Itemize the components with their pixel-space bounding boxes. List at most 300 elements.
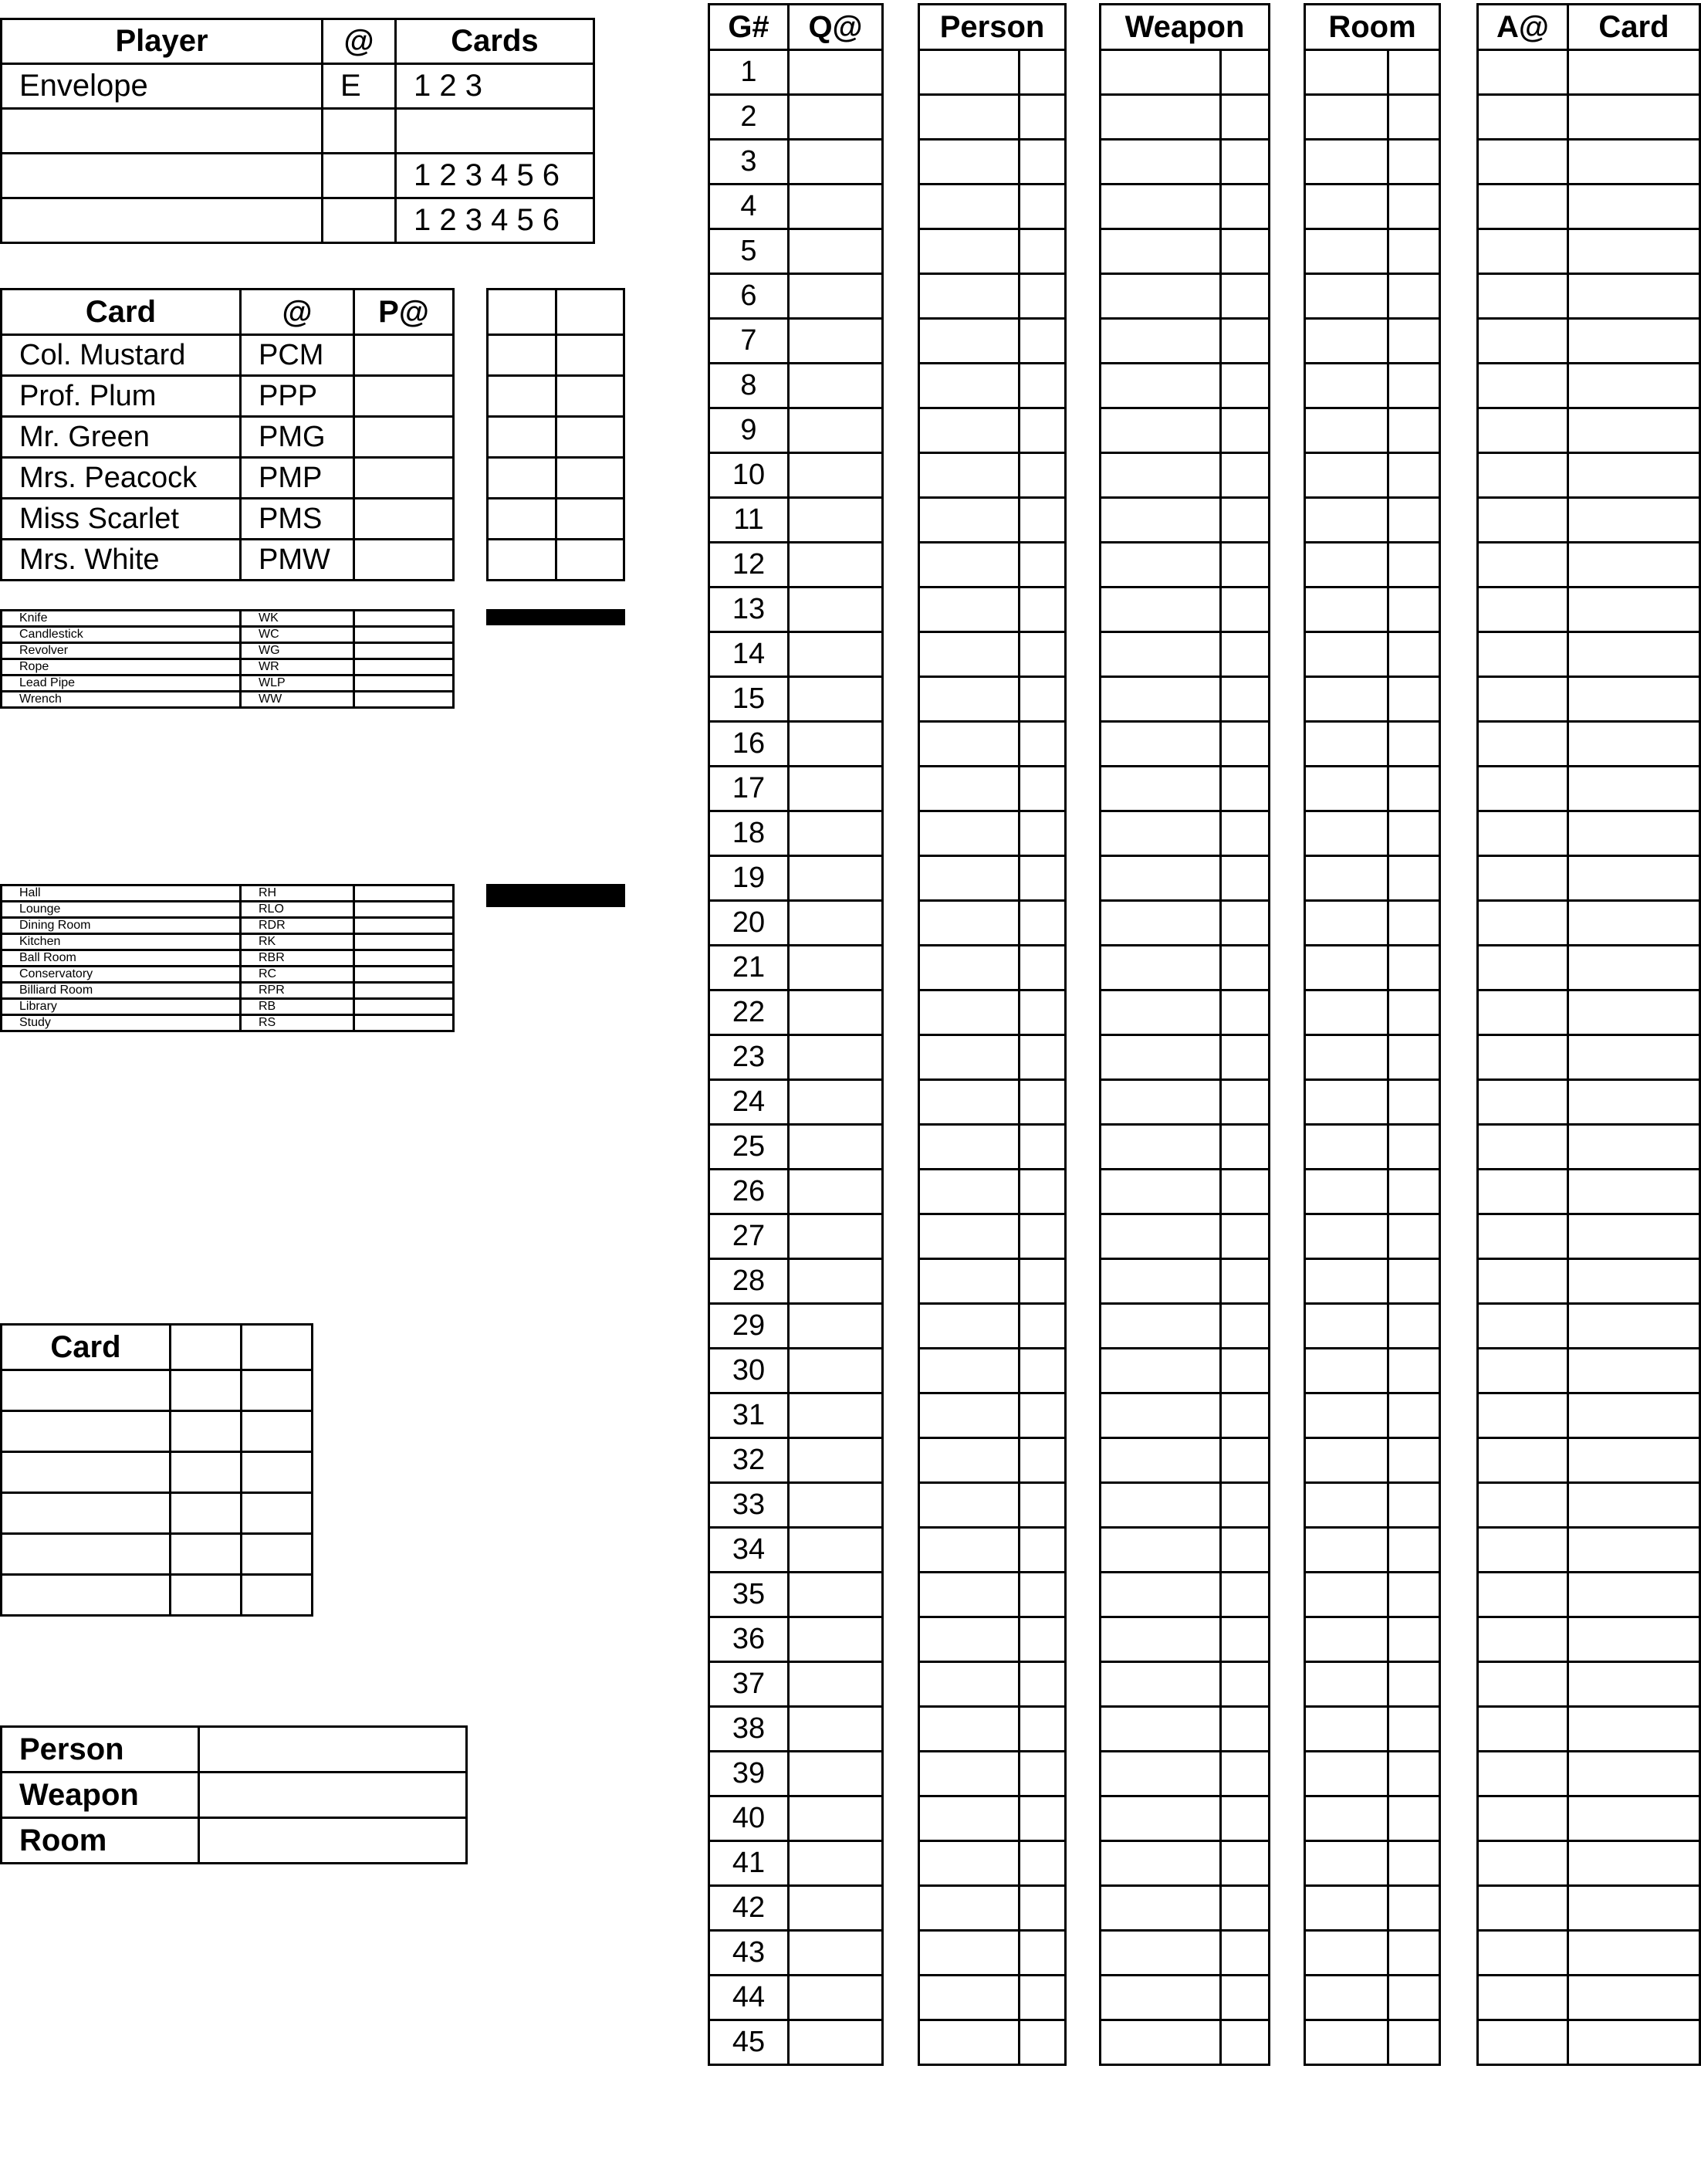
person-mark-cell[interactable] [1020,1393,1066,1438]
room-guess-cell[interactable] [1305,1841,1388,1886]
answerer-cell[interactable] [1478,364,1568,408]
player-at-cell[interactable] [323,109,396,154]
weapon-mark-cell[interactable] [1221,856,1270,901]
answer-card-cell[interactable] [1568,364,1700,408]
room-mark-cell[interactable] [1388,140,1440,185]
weapon-guess-cell[interactable] [1101,185,1221,229]
weapon-mark-cell[interactable] [1221,632,1270,677]
weapon-guess-cell[interactable] [1101,319,1221,364]
weapon-mark-cell[interactable] [1221,2020,1270,2065]
player-cards-cell[interactable]: 1 2 3 [396,64,594,109]
questioner-cell[interactable] [789,1349,883,1393]
questioner-cell[interactable] [789,1080,883,1125]
weapon-guess-cell[interactable] [1101,946,1221,990]
person-guess-cell[interactable] [919,1976,1020,2020]
player-name-cell[interactable] [2,109,323,154]
answerer-cell[interactable] [1478,1976,1568,2020]
room-guess-cell[interactable] [1305,1170,1388,1214]
person-guess-cell[interactable] [919,274,1020,319]
questioner-cell[interactable] [789,1304,883,1349]
weapon-mark-cell[interactable] [1221,1976,1270,2020]
answer-value-weapon[interactable] [199,1773,467,1818]
person-guess-cell[interactable] [919,1170,1020,1214]
card-holder-cell[interactable] [354,611,454,627]
weapon-guess-cell[interactable] [1101,1259,1221,1304]
person-mark-cell[interactable] [1020,1707,1066,1752]
room-mark-cell[interactable] [1388,632,1440,677]
room-mark-cell[interactable] [1388,1349,1440,1393]
room-guess-cell[interactable] [1305,1886,1388,1931]
answerer-cell[interactable] [1478,1170,1568,1214]
weapon-guess-cell[interactable] [1101,1125,1221,1170]
questioner-cell[interactable] [789,498,883,543]
weapon-mark-cell[interactable] [1221,1662,1270,1707]
extra-card-cell[interactable] [2,1411,171,1452]
weapon-guess-cell[interactable] [1101,811,1221,856]
person-guess-cell[interactable] [919,767,1020,811]
person-mark-cell[interactable] [1020,990,1066,1035]
weapon-mark-cell[interactable] [1221,453,1270,498]
weapon-mark-cell[interactable] [1221,767,1270,811]
answerer-cell[interactable] [1478,408,1568,453]
person-guess-cell[interactable] [919,1483,1020,1528]
room-mark-cell[interactable] [1388,587,1440,632]
person-guess-cell[interactable] [919,453,1020,498]
weapon-guess-cell[interactable] [1101,1976,1221,2020]
person-mark-cell[interactable] [1020,229,1066,274]
mark-cell[interactable] [556,904,624,906]
answer-card-cell[interactable] [1568,1931,1700,1976]
weapon-guess-cell[interactable] [1101,95,1221,140]
person-guess-cell[interactable] [919,1841,1020,1886]
weapon-guess-cell[interactable] [1101,1393,1221,1438]
mark-cell[interactable] [556,622,624,625]
extra-mark-cell[interactable] [171,1452,242,1493]
weapon-mark-cell[interactable] [1221,1617,1270,1662]
answer-card-cell[interactable] [1568,229,1700,274]
answer-card-cell[interactable] [1568,2020,1700,2065]
room-mark-cell[interactable] [1388,1752,1440,1796]
answerer-cell[interactable] [1478,185,1568,229]
person-mark-cell[interactable] [1020,1886,1066,1931]
weapon-guess-cell[interactable] [1101,543,1221,587]
room-mark-cell[interactable] [1388,319,1440,364]
extra-mark-cell[interactable] [242,1575,313,1616]
room-mark-cell[interactable] [1388,1707,1440,1752]
answerer-cell[interactable] [1478,1752,1568,1796]
room-guess-cell[interactable] [1305,1080,1388,1125]
person-guess-cell[interactable] [919,1259,1020,1304]
weapon-mark-cell[interactable] [1221,1304,1270,1349]
weapon-guess-cell[interactable] [1101,1796,1221,1841]
answerer-cell[interactable] [1478,453,1568,498]
answer-card-cell[interactable] [1568,498,1700,543]
answerer-cell[interactable] [1478,1125,1568,1170]
person-mark-cell[interactable] [1020,901,1066,946]
weapon-mark-cell[interactable] [1221,1483,1270,1528]
answerer-cell[interactable] [1478,95,1568,140]
card-holder-cell[interactable] [354,417,454,458]
room-guess-cell[interactable] [1305,1259,1388,1304]
card-holder-cell[interactable] [354,659,454,676]
room-guess-cell[interactable] [1305,722,1388,767]
mark-cell[interactable] [488,417,556,458]
room-guess-cell[interactable] [1305,543,1388,587]
weapon-guess-cell[interactable] [1101,1170,1221,1214]
person-guess-cell[interactable] [919,856,1020,901]
weapon-mark-cell[interactable] [1221,1393,1270,1438]
weapon-mark-cell[interactable] [1221,498,1270,543]
person-mark-cell[interactable] [1020,95,1066,140]
weapon-guess-cell[interactable] [1101,677,1221,722]
player-at-cell[interactable] [323,198,396,243]
room-mark-cell[interactable] [1388,453,1440,498]
answerer-cell[interactable] [1478,1259,1568,1304]
person-guess-cell[interactable] [919,1304,1020,1349]
answer-card-cell[interactable] [1568,1573,1700,1617]
room-mark-cell[interactable] [1388,1125,1440,1170]
weapon-mark-cell[interactable] [1221,1886,1270,1931]
card-holder-cell[interactable] [354,335,454,376]
extra-mark-cell[interactable] [242,1534,313,1575]
room-guess-cell[interactable] [1305,1931,1388,1976]
answerer-cell[interactable] [1478,1707,1568,1752]
person-guess-cell[interactable] [919,1080,1020,1125]
answer-card-cell[interactable] [1568,632,1700,677]
questioner-cell[interactable] [789,1662,883,1707]
weapon-mark-cell[interactable] [1221,722,1270,767]
room-mark-cell[interactable] [1388,1483,1440,1528]
weapon-guess-cell[interactable] [1101,1886,1221,1931]
player-name-cell[interactable]: Envelope [2,64,323,109]
weapon-guess-cell[interactable] [1101,140,1221,185]
weapon-guess-cell[interactable] [1101,408,1221,453]
answerer-cell[interactable] [1478,722,1568,767]
answer-card-cell[interactable] [1568,1438,1700,1483]
card-holder-cell[interactable] [354,643,454,659]
questioner-cell[interactable] [789,811,883,856]
card-holder-cell[interactable] [354,627,454,643]
room-guess-cell[interactable] [1305,50,1388,95]
room-mark-cell[interactable] [1388,364,1440,408]
card-holder-cell[interactable] [354,902,454,918]
person-mark-cell[interactable] [1020,1976,1066,2020]
card-holder-cell[interactable] [354,967,454,983]
answer-card-cell[interactable] [1568,50,1700,95]
person-guess-cell[interactable] [919,408,1020,453]
questioner-cell[interactable] [789,1528,883,1573]
person-guess-cell[interactable] [919,1752,1020,1796]
answer-card-cell[interactable] [1568,453,1700,498]
mark-cell[interactable] [488,540,556,581]
room-mark-cell[interactable] [1388,1573,1440,1617]
mark-cell[interactable] [556,335,624,376]
mark-cell[interactable] [488,622,556,625]
answer-card-cell[interactable] [1568,1528,1700,1573]
answer-card-cell[interactable] [1568,856,1700,901]
weapon-guess-cell[interactable] [1101,1035,1221,1080]
answer-card-cell[interactable] [1568,140,1700,185]
weapon-guess-cell[interactable] [1101,722,1221,767]
card-holder-cell[interactable] [354,1015,454,1031]
questioner-cell[interactable] [789,408,883,453]
weapon-mark-cell[interactable] [1221,587,1270,632]
answer-card-cell[interactable] [1568,95,1700,140]
questioner-cell[interactable] [789,140,883,185]
questioner-cell[interactable] [789,1035,883,1080]
weapon-guess-cell[interactable] [1101,1438,1221,1483]
weapon-mark-cell[interactable] [1221,543,1270,587]
questioner-cell[interactable] [789,632,883,677]
person-guess-cell[interactable] [919,2020,1020,2065]
questioner-cell[interactable] [789,946,883,990]
weapon-mark-cell[interactable] [1221,1125,1270,1170]
person-guess-cell[interactable] [919,722,1020,767]
extra-mark-cell[interactable] [171,1534,242,1575]
answerer-cell[interactable] [1478,946,1568,990]
room-mark-cell[interactable] [1388,1438,1440,1483]
answerer-cell[interactable] [1478,1886,1568,1931]
mark-cell[interactable] [556,540,624,581]
card-holder-cell[interactable] [354,885,454,902]
weapon-mark-cell[interactable] [1221,50,1270,95]
room-guess-cell[interactable] [1305,1662,1388,1707]
weapon-guess-cell[interactable] [1101,632,1221,677]
questioner-cell[interactable] [789,453,883,498]
person-guess-cell[interactable] [919,1617,1020,1662]
card-holder-cell[interactable] [354,934,454,950]
answer-card-cell[interactable] [1568,1259,1700,1304]
extra-mark-cell[interactable] [242,1411,313,1452]
room-guess-cell[interactable] [1305,2020,1388,2065]
room-mark-cell[interactable] [1388,1662,1440,1707]
player-cards-cell[interactable]: 1 2 3 4 5 6 [396,198,594,243]
weapon-mark-cell[interactable] [1221,274,1270,319]
questioner-cell[interactable] [789,2020,883,2065]
weapon-mark-cell[interactable] [1221,677,1270,722]
room-guess-cell[interactable] [1305,185,1388,229]
answer-card-cell[interactable] [1568,1841,1700,1886]
person-mark-cell[interactable] [1020,1931,1066,1976]
questioner-cell[interactable] [789,1976,883,2020]
answer-card-cell[interactable] [1568,1035,1700,1080]
questioner-cell[interactable] [789,677,883,722]
person-guess-cell[interactable] [919,50,1020,95]
weapon-mark-cell[interactable] [1221,1931,1270,1976]
person-guess-cell[interactable] [919,1214,1020,1259]
weapon-mark-cell[interactable] [1221,1707,1270,1752]
person-mark-cell[interactable] [1020,1170,1066,1214]
weapon-guess-cell[interactable] [1101,901,1221,946]
questioner-cell[interactable] [789,95,883,140]
questioner-cell[interactable] [789,856,883,901]
answerer-cell[interactable] [1478,1304,1568,1349]
person-guess-cell[interactable] [919,1886,1020,1931]
person-mark-cell[interactable] [1020,1573,1066,1617]
answerer-cell[interactable] [1478,1931,1568,1976]
weapon-mark-cell[interactable] [1221,408,1270,453]
person-mark-cell[interactable] [1020,1438,1066,1483]
room-guess-cell[interactable] [1305,229,1388,274]
mark-cell[interactable] [488,335,556,376]
questioner-cell[interactable] [789,722,883,767]
answerer-cell[interactable] [1478,767,1568,811]
weapon-guess-cell[interactable] [1101,767,1221,811]
room-guess-cell[interactable] [1305,677,1388,722]
extra-mark-cell[interactable] [171,1575,242,1616]
room-guess-cell[interactable] [1305,364,1388,408]
person-guess-cell[interactable] [919,946,1020,990]
answerer-cell[interactable] [1478,498,1568,543]
answer-card-cell[interactable] [1568,1752,1700,1796]
weapon-mark-cell[interactable] [1221,1214,1270,1259]
person-mark-cell[interactable] [1020,140,1066,185]
mark-cell[interactable] [556,499,624,540]
room-mark-cell[interactable] [1388,990,1440,1035]
weapon-mark-cell[interactable] [1221,319,1270,364]
answer-card-cell[interactable] [1568,1080,1700,1125]
answer-card-cell[interactable] [1568,1170,1700,1214]
weapon-mark-cell[interactable] [1221,185,1270,229]
answerer-cell[interactable] [1478,1662,1568,1707]
room-guess-cell[interactable] [1305,767,1388,811]
person-guess-cell[interactable] [919,498,1020,543]
room-mark-cell[interactable] [1388,229,1440,274]
person-guess-cell[interactable] [919,229,1020,274]
weapon-mark-cell[interactable] [1221,1438,1270,1483]
answer-card-cell[interactable] [1568,1796,1700,1841]
weapon-guess-cell[interactable] [1101,364,1221,408]
questioner-cell[interactable] [789,1125,883,1170]
person-mark-cell[interactable] [1020,185,1066,229]
answer-card-cell[interactable] [1568,1349,1700,1393]
answer-card-cell[interactable] [1568,185,1700,229]
room-guess-cell[interactable] [1305,1349,1388,1393]
weapon-mark-cell[interactable] [1221,1259,1270,1304]
questioner-cell[interactable] [789,274,883,319]
answer-card-cell[interactable] [1568,1886,1700,1931]
weapon-guess-cell[interactable] [1101,229,1221,274]
extra-mark-cell[interactable] [242,1452,313,1493]
weapon-guess-cell[interactable] [1101,1214,1221,1259]
person-guess-cell[interactable] [919,140,1020,185]
answerer-cell[interactable] [1478,587,1568,632]
room-guess-cell[interactable] [1305,319,1388,364]
card-holder-cell[interactable] [354,999,454,1015]
answer-card-cell[interactable] [1568,677,1700,722]
answer-card-cell[interactable] [1568,408,1700,453]
answerer-cell[interactable] [1478,1573,1568,1617]
room-mark-cell[interactable] [1388,543,1440,587]
player-cards-cell[interactable]: 1 2 3 4 5 6 [396,154,594,198]
room-mark-cell[interactable] [1388,946,1440,990]
person-guess-cell[interactable] [919,95,1020,140]
room-mark-cell[interactable] [1388,1304,1440,1349]
weapon-mark-cell[interactable] [1221,1573,1270,1617]
room-mark-cell[interactable] [1388,1080,1440,1125]
questioner-cell[interactable] [789,50,883,95]
questioner-cell[interactable] [789,1170,883,1214]
answer-card-cell[interactable] [1568,543,1700,587]
questioner-cell[interactable] [789,1886,883,1931]
extra-card-cell[interactable] [2,1575,171,1616]
mark-cell[interactable] [488,458,556,499]
weapon-mark-cell[interactable] [1221,1796,1270,1841]
person-guess-cell[interactable] [919,185,1020,229]
room-mark-cell[interactable] [1388,274,1440,319]
person-guess-cell[interactable] [919,990,1020,1035]
weapon-mark-cell[interactable] [1221,95,1270,140]
room-guess-cell[interactable] [1305,1752,1388,1796]
person-mark-cell[interactable] [1020,453,1066,498]
weapon-guess-cell[interactable] [1101,274,1221,319]
answer-card-cell[interactable] [1568,1125,1700,1170]
person-guess-cell[interactable] [919,543,1020,587]
questioner-cell[interactable] [789,767,883,811]
extra-mark-cell[interactable] [171,1411,242,1452]
person-guess-cell[interactable] [919,1393,1020,1438]
extra-card-cell[interactable] [2,1452,171,1493]
person-guess-cell[interactable] [919,1662,1020,1707]
weapon-guess-cell[interactable] [1101,1841,1221,1886]
answer-value-person[interactable] [199,1727,467,1773]
answerer-cell[interactable] [1478,1080,1568,1125]
extra-card-cell[interactable] [2,1534,171,1575]
mark-cell[interactable] [488,376,556,417]
person-guess-cell[interactable] [919,901,1020,946]
person-guess-cell[interactable] [919,1573,1020,1617]
answer-card-cell[interactable] [1568,1976,1700,2020]
answer-card-cell[interactable] [1568,767,1700,811]
weapon-guess-cell[interactable] [1101,1483,1221,1528]
room-mark-cell[interactable] [1388,767,1440,811]
card-holder-cell[interactable] [354,676,454,692]
person-guess-cell[interactable] [919,1125,1020,1170]
answerer-cell[interactable] [1478,229,1568,274]
room-guess-cell[interactable] [1305,1483,1388,1528]
weapon-guess-cell[interactable] [1101,498,1221,543]
weapon-mark-cell[interactable] [1221,1349,1270,1393]
room-mark-cell[interactable] [1388,1931,1440,1976]
answerer-cell[interactable] [1478,140,1568,185]
questioner-cell[interactable] [789,901,883,946]
room-guess-cell[interactable] [1305,140,1388,185]
questioner-cell[interactable] [789,543,883,587]
person-guess-cell[interactable] [919,1528,1020,1573]
card-holder-cell[interactable] [354,983,454,999]
person-guess-cell[interactable] [919,1931,1020,1976]
room-guess-cell[interactable] [1305,1617,1388,1662]
room-mark-cell[interactable] [1388,1617,1440,1662]
room-guess-cell[interactable] [1305,95,1388,140]
person-mark-cell[interactable] [1020,1752,1066,1796]
questioner-cell[interactable] [789,1707,883,1752]
extra-card-cell[interactable] [2,1493,171,1534]
room-mark-cell[interactable] [1388,1976,1440,2020]
answer-card-cell[interactable] [1568,319,1700,364]
room-guess-cell[interactable] [1305,632,1388,677]
room-guess-cell[interactable] [1305,1438,1388,1483]
player-at-cell[interactable]: E [323,64,396,109]
person-mark-cell[interactable] [1020,1841,1066,1886]
weapon-mark-cell[interactable] [1221,811,1270,856]
answerer-cell[interactable] [1478,1796,1568,1841]
extra-mark-cell[interactable] [171,1370,242,1411]
answer-card-cell[interactable] [1568,1662,1700,1707]
person-mark-cell[interactable] [1020,1214,1066,1259]
mark-cell[interactable] [556,290,624,335]
card-holder-cell[interactable] [354,499,454,540]
